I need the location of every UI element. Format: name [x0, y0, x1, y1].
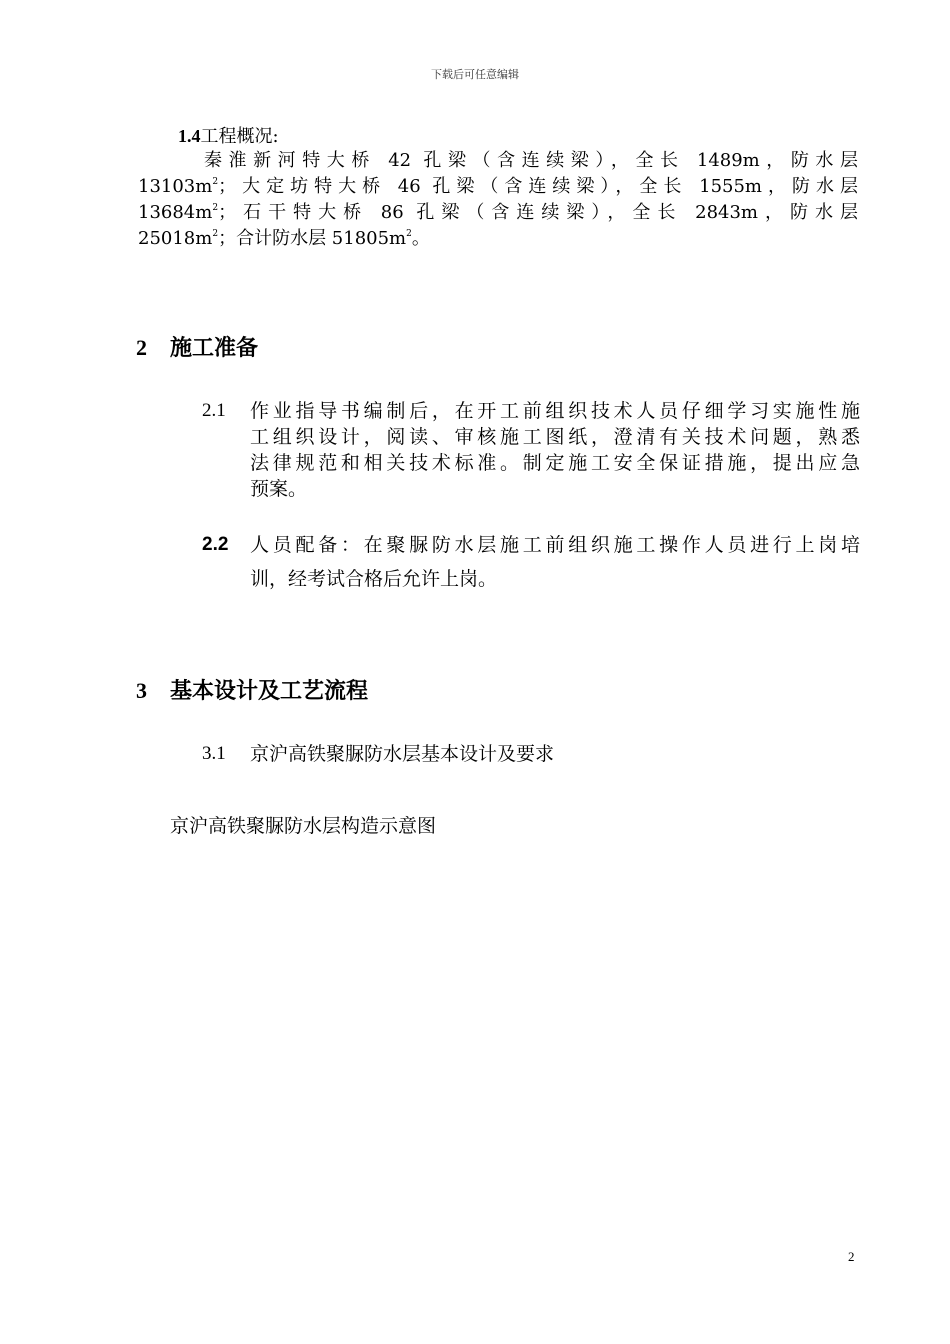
section-1-4-title: 工程概况: — [200, 126, 279, 147]
section-2-title: 施工准备 — [170, 336, 259, 361]
superscript-2: 2 — [406, 229, 412, 239]
page-number: 2 — [848, 1249, 855, 1264]
item-line: 预案。 — [250, 478, 308, 500]
item-line: 人员配备：在聚脲防水层施工前组织施工操作人员进行上岗培 — [250, 534, 860, 556]
section-3-title: 基本设计及工艺流程 — [170, 679, 369, 704]
section-1-4-heading — [178, 124, 279, 149]
section-2-heading — [136, 333, 258, 364]
item-2-1-number: 2.1 — [202, 400, 226, 421]
item-line: 工组织设计，阅读、审核施工图纸，澄清有关技术问题，熟悉 — [250, 426, 860, 448]
section-3-number: 3 — [136, 678, 147, 703]
item-2-2-number: 2.2 — [202, 534, 229, 555]
section-1-4-paragraph — [138, 148, 858, 252]
item-line: 法律规范和相关技术标准。制定施工安全保证措施，提出应急 — [250, 452, 860, 474]
paragraph-line: $13103m^2$；大定坊特大桥 46 孔梁（含连续梁），全长 1555m，防水层 — [138, 176, 858, 197]
item-3-1-text: 京沪高铁聚脲防水层基本设计及要求 — [250, 743, 555, 765]
header-note: 下载后可任意编辑 — [431, 68, 519, 81]
superscript-2: 2 — [212, 177, 219, 187]
item-2-2-text — [250, 528, 860, 596]
item-line: 作业指导书编制后，在开工前组织技术人员仔细学习实施性施 — [250, 400, 860, 422]
item-3-1-number: 3.1 — [202, 743, 226, 764]
superscript-2: 2 — [212, 229, 219, 239]
item-line: 训，经考试合格后允许上岗。 — [250, 568, 498, 590]
superscript-2: 2 — [212, 203, 219, 213]
paragraph-line: $25018m^2$；合计防水层 $51805m^2$。 — [138, 228, 430, 249]
paragraph-line: 秦淮新河特大桥 42 孔梁（含连续梁），全长 1489m，防水层 — [204, 150, 858, 171]
item-2-1-text — [250, 398, 860, 502]
section-3-heading — [136, 676, 368, 707]
paragraph-line: $13684m^2$；石干特大桥 86 孔梁（含连续梁），全长 2843m，防水层 — [138, 202, 858, 223]
figure-caption: 京沪高铁聚脲防水层构造示意图 — [170, 815, 437, 837]
section-1-4-number: 1.4 — [178, 126, 201, 146]
section-2-number: 2 — [136, 335, 147, 360]
